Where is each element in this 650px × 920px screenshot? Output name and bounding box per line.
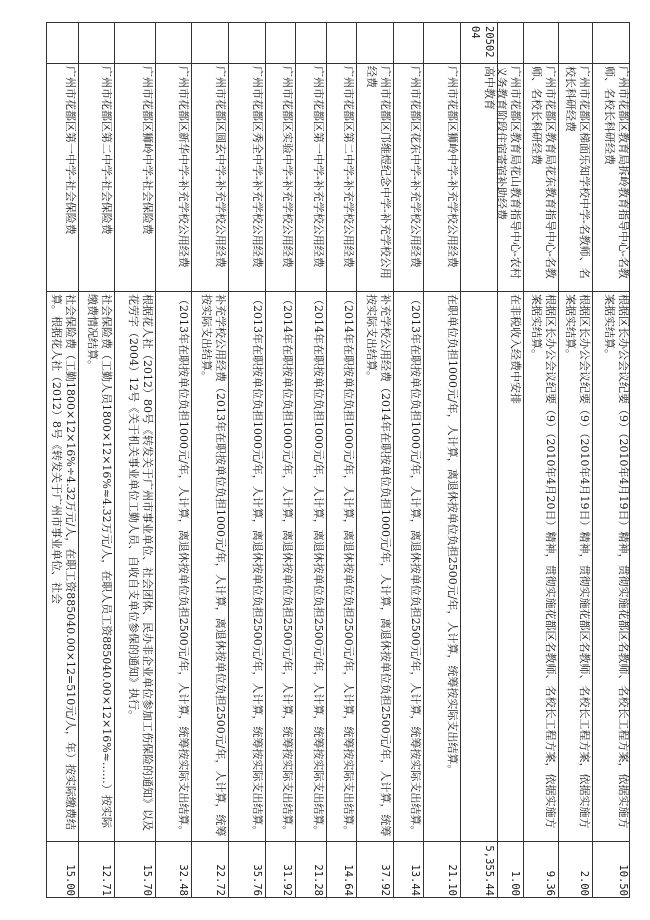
row-basis: （2014年在职按单位负担1000元/年，人计算，离退休按单位负担2500元/年，人计算，统筹按实际支出结算。 [311, 294, 325, 837]
row-name: 广州市花都区教育局拆岭教育指导中心-名教师、名校长科研经费 [603, 66, 630, 279]
row-name: 广州市花都区第二中学-社会保险费 [100, 66, 114, 235]
row-amount: 21.28 [311, 864, 324, 896]
row-name: 广州市花都区花东中学-补充学校公用经费 [409, 66, 423, 268]
row-name: 广州市花都区邝维煜纪念中学-补充学校公用经费 [364, 66, 392, 279]
row-code [394, 26, 423, 60]
row-code [593, 26, 630, 60]
column-divider [47, 63, 629, 64]
row-code [192, 26, 227, 60]
row-basis: 在非税收入经费中安排 [509, 294, 523, 404]
row-name: 广州市花都区圆玄中学-补充学校公用经费 [214, 66, 228, 268]
row-amount: 15.00 [63, 864, 76, 896]
row-amount: 15.70 [140, 864, 153, 896]
row-code [524, 26, 557, 60]
row-amount: 10.50 [617, 864, 629, 896]
row-name: 广州市花都区狮岭中学-补充学校公用经费 [446, 66, 460, 268]
row-amount: 31.92 [281, 864, 294, 896]
row-basis: 根据区长办公会议纪要（9）（2010年4月19日）精神，贯彻实施花都区名教师、名校长工程方案，依据实施方案据实结算。 [603, 294, 630, 829]
row-basis: 社会保险费（工勤1800×12×16%÷4.32万元/人，在职工资885040.00×12=510元/人，年）按实际缴费结算。根据花人社（2012）8号《转发关于广州市事业单位、社会 [49, 294, 77, 830]
column-divider [47, 291, 629, 292]
row-basis: 根据花人社（2012）80号《转发关于广州市事业单位、社会团体、民办非企业单位参加工伤保险的通知》以及花劳字（2004）12号《关于机关事业单位工勤人员、自收自支单位参保的通知》执行。 [126, 294, 154, 831]
row-amount: 5,355.44 [482, 845, 495, 896]
row-amount: 37.92 [378, 864, 391, 896]
row-name: 广州市花都区第一中学-社会保险费 [63, 66, 77, 235]
row-name: 广州市花都区狮岭中学-社会保险费 [140, 66, 154, 235]
row-name: 广州市花都区第二中学-补充学校公用经费 [342, 66, 356, 268]
row-code [156, 26, 191, 60]
row-code [48, 26, 77, 60]
row-code [115, 26, 154, 60]
row-code [498, 26, 522, 60]
row-name: 广州市花都区实验中学-补充学校公用经费 [281, 66, 295, 268]
row-basis: （2013年在职按单位负担1000元/年，人计算，离退休按单位负担2500元/年，人计算，统筹按实际支出结算。 [409, 294, 423, 837]
row-basis: 根据区长办公会议纪要（9）（2010年4月19日）精神，贯彻实施花都区名教师、名校长工程方案，依据实施方案据实结算。 [564, 294, 592, 829]
row-basis: 在职单位负担1000元/年，人计算，离退休按单位负担2500元/年，人计算，统筹按实际支出结算。 [446, 294, 460, 776]
row-amount: 32.48 [177, 864, 190, 896]
budget-table [46, 22, 630, 898]
row-code [229, 26, 264, 60]
row-name: 广州市花都区秀全中学-补充学校公用经费 [250, 66, 264, 268]
row-amount: 9.36 [543, 870, 556, 896]
row-name: 广州市花都区新华中学-补充学校公用经费 [177, 66, 191, 268]
row-name: 广州市花都区教育局花山教育指导中心-农村义务教育阶段住宿寄宿补助经费 [495, 66, 523, 279]
row-name: 高中教育 [482, 66, 496, 110]
row-name: 广州市花都区第一中学-补充学校公用经费 [311, 66, 325, 268]
row-code [559, 26, 592, 60]
row-basis: （2013年在职按单位负担1000元/年，人计算，离退休按单位负担2500元/年，人计算，统筹按实际支出结算。 [250, 294, 264, 837]
row-basis: （2013年在职按单位负担1000元/年，人计算，离退休按单位负担2500元/年，人计算，统筹按实际支出结算。 [177, 294, 191, 837]
column-divider [47, 841, 629, 842]
row-amount: 35.76 [250, 864, 263, 896]
row-amount: 22.72 [214, 864, 227, 896]
row-amount: 21.10 [446, 864, 459, 896]
row-basis: 社会保险费（工勤人员1800×12×16%≈4.32万元/人，在职人员工资885040.00×12×16%≈……）按实际缴费情况结算。 [86, 294, 114, 828]
row-code [296, 26, 325, 60]
row-name: 广州市花都区梯面乐知学校中学-名教师、名校长科研经费 [564, 66, 592, 279]
row-basis: 补充学校公用经费（2013年在职按单位负担1000元/年，人计算，离退休按单位负担2500元/年，人计算，统筹按实际支出结算。 [200, 294, 228, 837]
row-name: 广州市花都区教育局花东教育指导中心-名教师、名校长科研经费 [529, 66, 557, 279]
row-code: 2050204 [468, 26, 495, 58]
row-code [79, 26, 114, 60]
row-basis: （2014年在职按单位负担1000元/年，人计算，离退休按单位负担2500元/年，人计算，统筹按实际支出结算。 [342, 294, 356, 837]
row-code [357, 26, 392, 60]
row-code [327, 26, 356, 60]
row-basis: 补充学校公用经费（2014年在职按单位负担1000元/年，人计算，离退休按单位负担2500元/年，人计算，统筹按实际支出结算。 [364, 294, 392, 837]
row-basis [461, 294, 496, 838]
row-amount: 13.44 [409, 864, 422, 896]
row-amount: 2.00 [578, 870, 591, 896]
row-code [424, 26, 459, 60]
row-amount: 14.64 [342, 864, 355, 896]
row-basis: （2014年在职按单位负担1000元/年，人计算，离退休按单位负担2500元/年，人计算，统筹按实际支出结算。 [281, 294, 295, 837]
row-basis: 根据区长办公会议纪要（9）（2010年4月20日）精神，贯彻实施花都区名教师、名校长工程方案，依据实施方案据实结算。 [529, 294, 557, 829]
row-amount: 1.00 [509, 870, 522, 896]
row-code [266, 26, 295, 60]
row-amount: 12.71 [100, 864, 113, 896]
